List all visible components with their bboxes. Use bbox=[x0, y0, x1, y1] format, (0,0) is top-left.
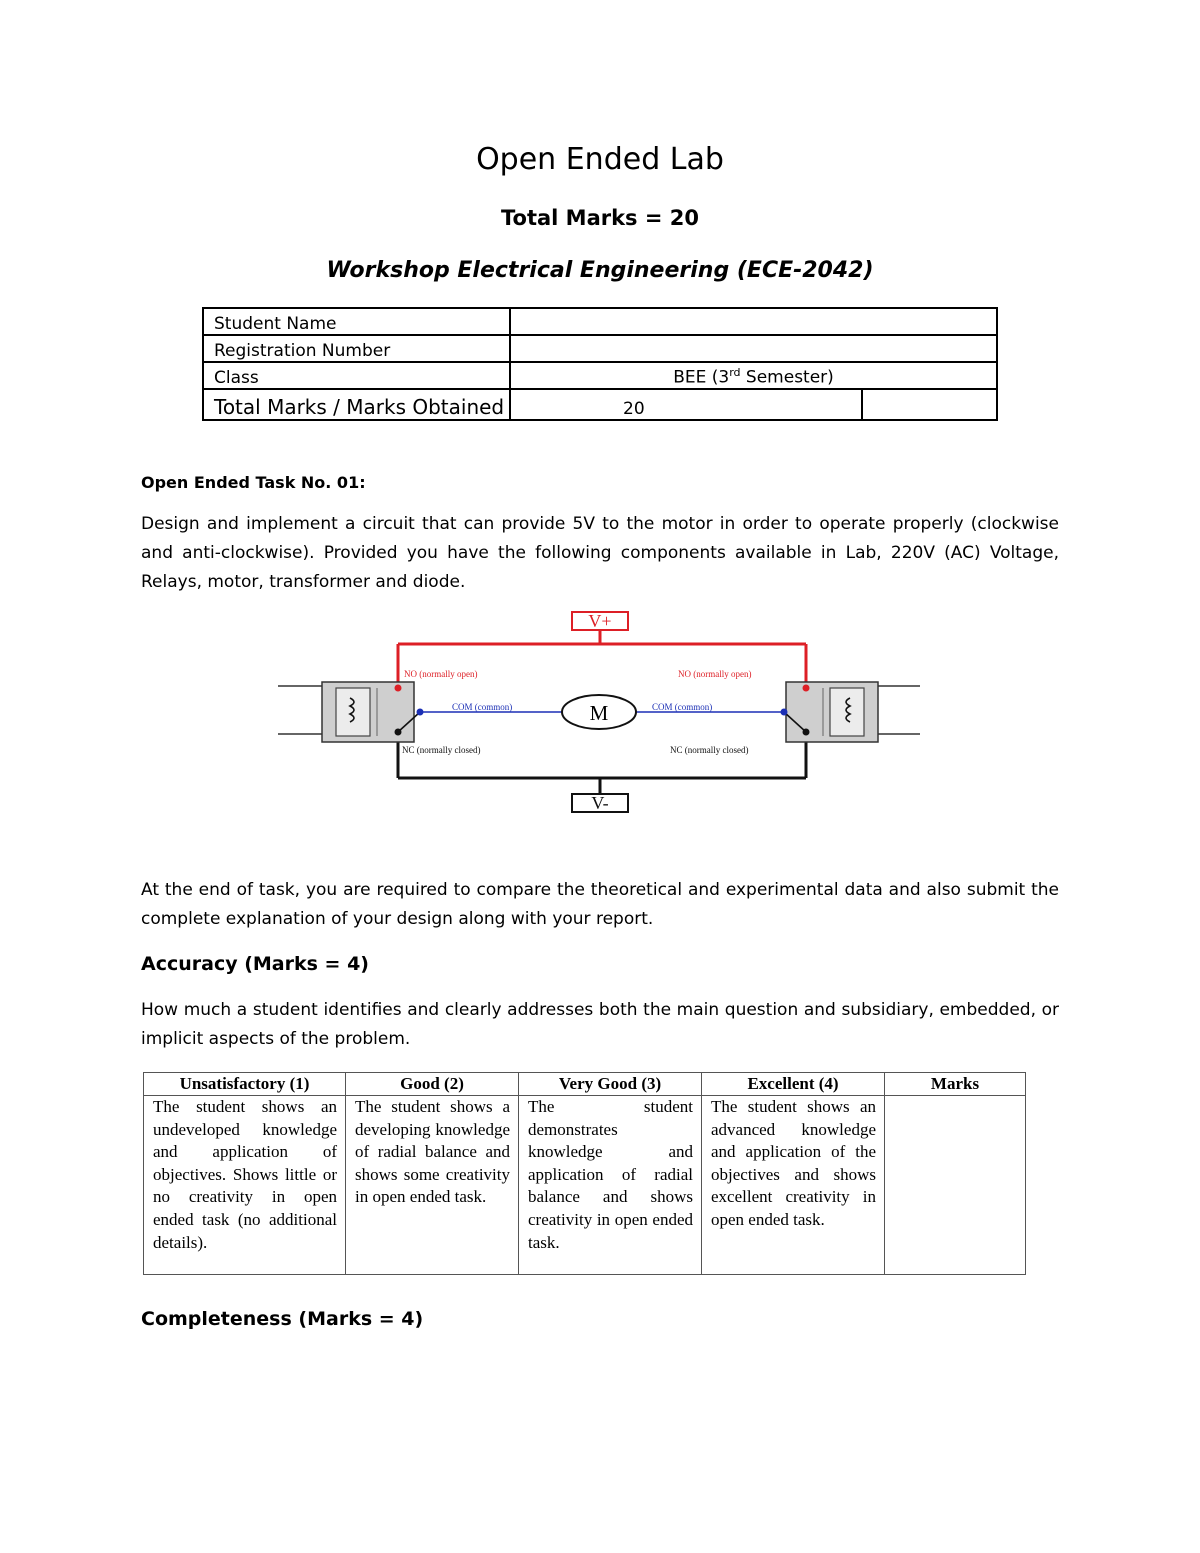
student-name-row bbox=[203, 308, 997, 335]
student-name-label: Student Name bbox=[203, 308, 510, 335]
accuracy-description: How much a student identifies and clearly addresses both the main question and subsidiary, embedded, or implicit aspects of the problem. bbox=[141, 1000, 1059, 1049]
rubric-cell-excellent: The student shows an advanced knowledge and application of the objectives and shows excellent creativity in open ended task. bbox=[702, 1096, 885, 1275]
rubric-cell-unsatisfactory: The student shows an undeveloped knowledge and application of objectives. Shows little or no creativity in open ended task (no additional details). bbox=[144, 1096, 346, 1275]
v-plus-label: V+ bbox=[588, 611, 612, 631]
task-description: Design and implement a circuit that can provide 5V to the motor in order to operate properly (clockwise and anti-clockwise). Provided you have the following components available in Lab, 220V (AC) Voltage, Relays, motor, transformer and diode. bbox=[141, 514, 1059, 592]
class-suffix: Semester) bbox=[740, 368, 834, 388]
marks-label: Total Marks / Marks Obtained bbox=[203, 389, 510, 420]
left-com-label: COM (common) bbox=[452, 702, 513, 712]
left-nc-label: NC (normally closed) bbox=[402, 745, 481, 755]
completeness-heading: Completeness (Marks = 4) bbox=[141, 1308, 424, 1330]
right-nc-label: NC (normally closed) bbox=[670, 745, 749, 755]
task-heading: Open Ended Task No. 01: bbox=[141, 473, 366, 492]
v-minus-label: V- bbox=[591, 793, 609, 813]
student-info-table bbox=[202, 307, 998, 421]
relay-motor-circuit-diagram bbox=[270, 606, 930, 820]
right-com-label: COM (common) bbox=[652, 702, 713, 712]
registration-label: Registration Number bbox=[203, 335, 510, 362]
total-marks-value: 20 bbox=[510, 389, 862, 420]
rubric-cell-good: The student shows a developing knowledge of radial balance and shows some creativity in open ended task. bbox=[346, 1096, 519, 1275]
rubric-col-unsatisfactory: Unsatisfactory (1) bbox=[144, 1073, 346, 1096]
negative-wire bbox=[398, 734, 806, 794]
accuracy-rubric-table bbox=[143, 1072, 1026, 1275]
total-marks-heading: Total Marks = 20 bbox=[500, 206, 699, 230]
course-title: Workshop Electrical Engineering (ECE-2042) bbox=[326, 258, 874, 283]
rubric-col-marks: Marks bbox=[885, 1073, 1026, 1096]
registration-row bbox=[203, 335, 997, 362]
page-title: Open Ended Lab bbox=[476, 142, 724, 177]
end-of-task-instructions: At the end of task, you are required to compare the theoretical and experimental data and also submit the complete explanation of your design along with your report. bbox=[141, 880, 1059, 929]
accuracy-heading: Accuracy (Marks = 4) bbox=[141, 953, 369, 975]
rubric-col-good: Good (2) bbox=[346, 1073, 519, 1096]
marks-row bbox=[203, 389, 997, 420]
motor-label: M bbox=[589, 701, 609, 725]
rubric-col-very-good: Very Good (3) bbox=[519, 1073, 702, 1096]
class-row bbox=[203, 362, 997, 389]
class-value bbox=[510, 362, 997, 389]
right-relay bbox=[786, 682, 878, 742]
rubric-header-row bbox=[144, 1073, 1026, 1096]
class-superscript: rd bbox=[729, 366, 741, 380]
class-prefix: BEE (3 bbox=[673, 368, 730, 388]
rubric-body-row bbox=[144, 1096, 1026, 1275]
rubric-col-excellent: Excellent (4) bbox=[702, 1073, 885, 1096]
marks-obtained-value bbox=[862, 389, 997, 420]
rubric-cell-marks bbox=[885, 1096, 1026, 1275]
left-no-label: NO (normally open) bbox=[404, 669, 478, 679]
registration-value bbox=[510, 335, 997, 362]
rubric-cell-very-good: The student demonstrates knowledge and application of radial balance and shows creativity in open ended task. bbox=[519, 1096, 702, 1275]
class-label: Class bbox=[203, 362, 510, 389]
right-no-label: NO (normally open) bbox=[678, 669, 752, 679]
student-name-value bbox=[510, 308, 997, 335]
